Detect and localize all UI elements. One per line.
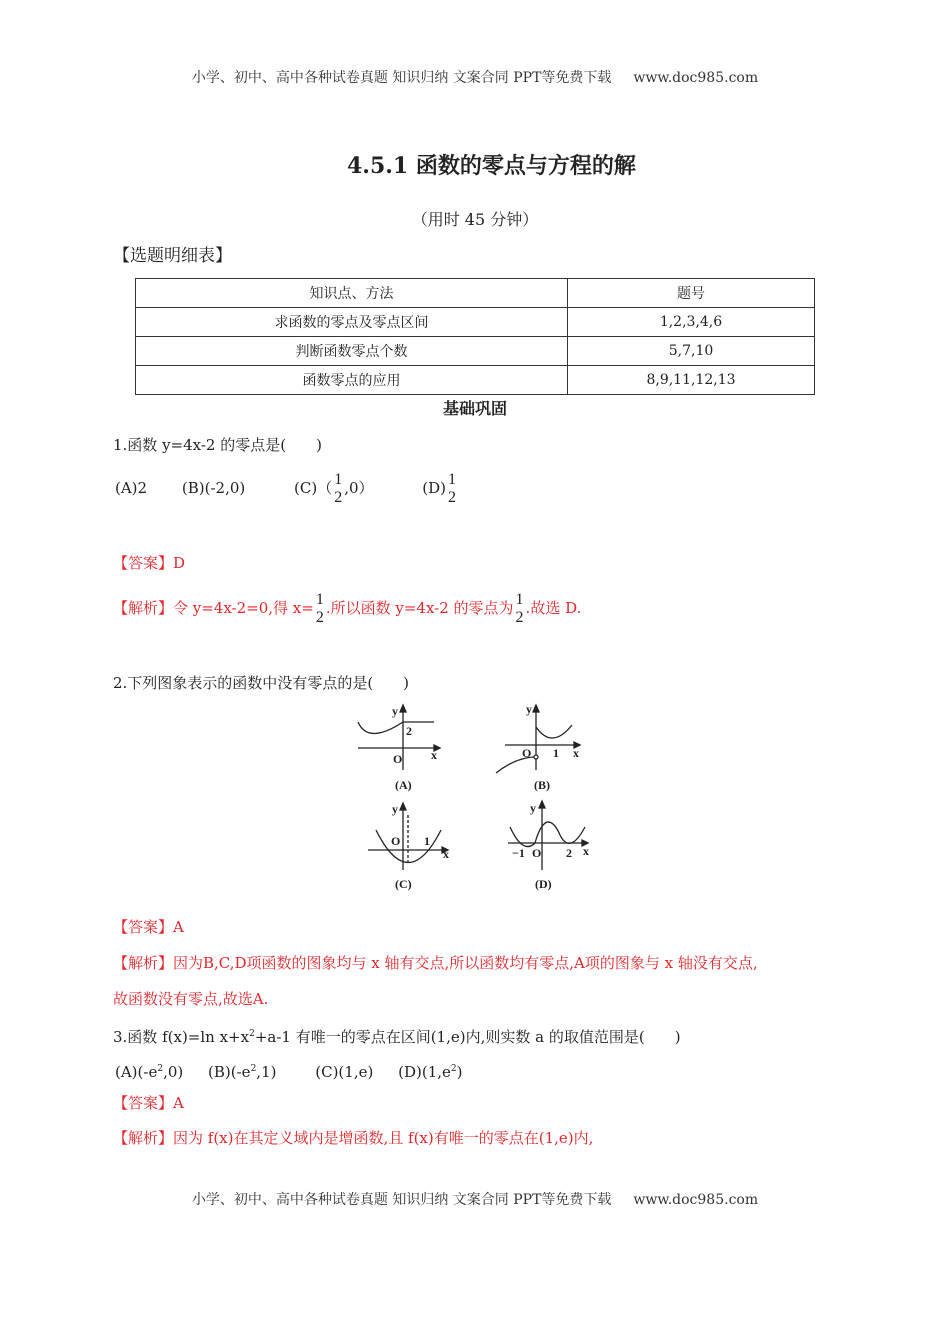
svg-text:x: x	[431, 748, 437, 762]
q1-option-d: (D) 1 2	[422, 471, 457, 506]
q3-options	[115, 1059, 462, 1082]
fraction: 1 2	[448, 471, 457, 506]
q3-option-a: $(A)(-e^2,0)$	[115, 1063, 184, 1081]
q1-answer: 【答案】D	[113, 554, 186, 572]
q2-analysis-line1: 【解析】因为B,C,D项函数的图象均与 x 轴有交点,所以函数均有零点,A项的图象与 x 轴没有交点,	[113, 954, 758, 972]
table-header-row	[136, 279, 815, 308]
svg-text:O: O	[393, 752, 403, 766]
table-cell: 8,9,11,12,13	[568, 366, 815, 395]
table-header: 题号	[568, 279, 815, 308]
q2-analysis-line2: 故函数没有零点,故选A.	[113, 990, 269, 1008]
svg-text:y: y	[526, 702, 532, 716]
q1-stem: 1.函数 y=4x-2 的零点是( )	[113, 436, 322, 454]
q1-option-a: (A)2	[115, 479, 148, 497]
svg-text:O: O	[532, 846, 542, 860]
svg-text:O: O	[391, 834, 401, 848]
table-cell: 函数零点的应用	[136, 366, 568, 395]
q3-analysis: 【解析】因为 f(x)在其定义域内是增函数,且 f(x)有唯一的零点在(1,e)内,	[113, 1129, 594, 1147]
svg-text:O: O	[522, 746, 532, 760]
topic-table	[135, 278, 815, 395]
header-link[interactable]: www.doc985.com	[633, 70, 759, 86]
q3-stem: 3.函数 f(x)=ln $x+x^2+a-1$ 有唯一的零点在区间(1,e)内,则实数 a 的取值范围是( )	[113, 1028, 681, 1046]
table-cell: 求函数的零点及零点区间	[136, 308, 568, 337]
table-row	[136, 366, 815, 395]
table-cell: 1,2,3,4,6	[568, 308, 815, 337]
q3-option-d: $(D)(1,e^2)$	[398, 1063, 463, 1081]
q3-option-b: $(B)(-e^2,1)$	[208, 1063, 277, 1081]
q2-answer: 【答案】A	[113, 918, 184, 936]
table-header: 知识点、方法	[136, 279, 568, 308]
footer-link[interactable]: www.doc985.com	[633, 1192, 759, 1208]
graph-c	[368, 802, 449, 870]
time-subtitle: （用时 45 分钟）	[411, 210, 539, 229]
table-row	[136, 308, 815, 337]
svg-text:1: 1	[553, 746, 559, 760]
q1-analysis: 【解析】令 y=4x-2=0,得 x= 1 2 .所以函数 y=4x-2 的零点为 1 2 .故选 D.	[113, 591, 582, 626]
svg-text:y: y	[392, 802, 398, 816]
q1-option-c: (C)（ 1 2 ,0）	[294, 471, 374, 506]
svg-text:y: y	[530, 801, 536, 815]
fraction: 1 2	[515, 591, 524, 626]
table-cell: 判断函数零点个数	[136, 337, 568, 366]
table-heading: 【选题明细表】	[113, 246, 232, 266]
table-cell: 5,7,10	[568, 337, 815, 366]
svg-text:2: 2	[566, 846, 572, 860]
svg-text:x: x	[583, 844, 589, 858]
graph-label-c: (C)	[395, 877, 412, 891]
graph-label-d: (D)	[535, 877, 552, 891]
page-header	[0, 68, 950, 88]
fraction: 1 2	[315, 591, 324, 626]
footer-text: 小学、初中、高中各种试卷真题 知识归纳 文案合同 PPT等免费下载	[191, 1192, 612, 1208]
svg-text:x: x	[573, 746, 579, 760]
graph-label-b: (B)	[534, 778, 550, 792]
table-row	[136, 337, 815, 366]
page-footer	[0, 1190, 950, 1210]
header-text: 小学、初中、高中各种试卷真题 知识归纳 文案合同 PPT等免费下载	[191, 70, 612, 86]
svg-text:1: 1	[424, 834, 430, 848]
q2-stem: 2.下列图象表示的函数中没有零点的是( )	[113, 674, 410, 692]
svg-text:x: x	[443, 847, 449, 861]
fraction: 1 2	[334, 471, 343, 506]
graph-b	[496, 702, 580, 773]
q3-option-c: (C)(1,e)	[315, 1063, 374, 1081]
graph-a	[358, 704, 440, 770]
section-heading: 基础巩固	[442, 399, 507, 418]
graph-d	[508, 801, 589, 870]
svg-text:2: 2	[406, 724, 412, 738]
svg-text:y: y	[392, 704, 398, 718]
page-title: 4.5.1 函数的零点与方程的解	[347, 153, 636, 179]
q3-answer: 【答案】A	[113, 1094, 184, 1112]
q1-option-b: (B)(-2,0)	[181, 479, 246, 497]
svg-text:−1: −1	[512, 846, 525, 860]
q1-options	[115, 468, 458, 508]
graph-label-a: (A)	[395, 778, 412, 792]
q2-graphs	[340, 695, 600, 895]
